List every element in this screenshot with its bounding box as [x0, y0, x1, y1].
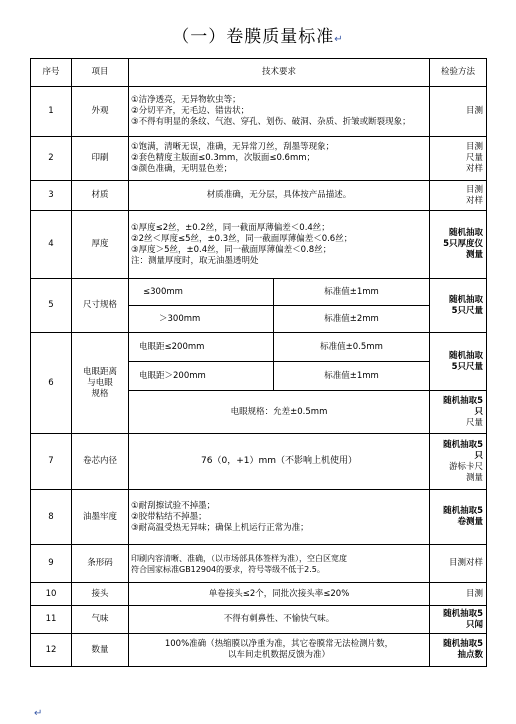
method-line: 目测 [466, 142, 484, 152]
row-requirements: 单卷接头≤2个，同批次接头率≤20% [129, 583, 430, 606]
method-line: 随机抽取5 [443, 608, 484, 619]
table-row [31, 490, 487, 545]
size-condition: ＞300mm [129, 306, 274, 333]
req-line: ②分切平齐，无毛边、错齿状； [131, 106, 250, 116]
page-title: （一）卷膜质量标准↵ [172, 27, 344, 47]
table-row [31, 137, 487, 181]
req-line: 注：测量厚度时，取无油墨透明处 [131, 255, 259, 266]
row-no: 9 [31, 545, 72, 583]
row-method [430, 634, 487, 667]
row-no: 7 [31, 434, 72, 490]
method-line: 随机抽取5 [443, 506, 484, 516]
method-line: 测量 [466, 250, 484, 260]
method-line: 游标卡尺 [449, 461, 484, 472]
size-tolerance: 标准值±2mm [274, 306, 430, 333]
table-row [31, 545, 487, 583]
req-line: ①厚度≤2丝，±0.2丝，同一截面厚薄偏差＜0.4丝； [131, 222, 330, 233]
row-requirements: 材质准确，无分层，具体按产品描述。 [129, 181, 430, 211]
req-line: 符合国家标准GB12904的要求，符号等级不低于2.5。 [131, 564, 325, 574]
header-method: 检验方法 [430, 59, 487, 87]
table-row [31, 279, 487, 306]
row-requirements [129, 634, 430, 667]
row-method [430, 490, 487, 545]
method-line: 5只厚度仪 [443, 239, 484, 249]
row-requirements: 76（0，+1）mm（不影响上机使用） [129, 434, 430, 490]
req-line: ③颜色准确，无明显色差； [131, 164, 233, 174]
method-line: 随机抽取 [449, 228, 484, 238]
size-condition: ≤300mm [129, 279, 274, 306]
eye-distance-condition: 电眼距＞200mm [129, 362, 274, 391]
row-requirements [129, 211, 430, 279]
method-line: 只 [474, 406, 484, 417]
row-item: 尺寸规格 [72, 279, 129, 333]
table-row [31, 333, 487, 362]
row-no: 5 [31, 279, 72, 333]
row-method [430, 137, 487, 181]
req-line: ②胶带粘结不掉墨； [131, 511, 207, 522]
row-item: 卷芯内径 [72, 434, 129, 490]
paragraph-mark-icon: ↵ [334, 34, 344, 45]
row-item: 材质 [72, 181, 129, 211]
row-no: 12 [31, 634, 72, 667]
req-line: ①洁净透亮，无异物软虫等； [131, 95, 241, 105]
row-requirements [129, 137, 430, 181]
method-line: 尺量 [466, 153, 484, 163]
row-method [430, 606, 487, 634]
req-line: ③厚度＞5丝，±0.4丝，同一截面厚薄偏差＜0.8丝； [131, 244, 332, 255]
req-line: ①耐刮擦试验不掉墨； [131, 500, 216, 511]
header-requirements: 技术要求 [129, 59, 430, 87]
row-method [430, 434, 487, 490]
eye-distance-tolerance: 标准值±1mm [274, 362, 430, 391]
method-line: 测量 [466, 472, 484, 483]
table-row [31, 87, 487, 137]
table-row [31, 434, 487, 490]
req-line: ①饱满，清晰无误，准确，无异常刀丝，刮墨等现象； [131, 142, 335, 152]
table-row [31, 181, 487, 211]
item-line: 与电眼 [87, 377, 113, 388]
table-row [31, 606, 487, 634]
row-requirements [129, 490, 430, 545]
req-line: 100%准确（热缩膜以净重为准，其它卷膜常无法检测片数， [164, 639, 394, 649]
method-line: 随机抽取5 [443, 639, 484, 649]
row-method: 目测对样 [430, 545, 487, 583]
row-method [430, 391, 487, 434]
quality-standard-table [30, 58, 487, 667]
row-method [430, 181, 487, 211]
eye-distance-tolerance: 标准值±0.5mm [274, 333, 430, 362]
row-method [430, 279, 487, 333]
row-no: 4 [31, 211, 72, 279]
row-method [430, 333, 487, 391]
eye-spec: 电眼规格：允差±0.5mm [129, 391, 430, 434]
method-line: 随机抽取 [449, 294, 484, 305]
row-no: 1 [31, 87, 72, 137]
row-item: 印刷 [72, 137, 129, 181]
row-item: 气味 [72, 606, 129, 634]
method-line: 只 [474, 450, 484, 461]
req-line: ②套色精度主版面≤0.3mm，次版面≤0.6mm； [131, 153, 316, 163]
method-line: 5只尺量 [451, 305, 484, 316]
table-header-row [31, 59, 487, 87]
row-item [72, 333, 129, 434]
table-row [31, 583, 487, 606]
row-item: 条形码 [72, 545, 129, 583]
row-no: 8 [31, 490, 72, 545]
paragraph-mark-icon: ↵ [34, 708, 43, 719]
method-line: 随机抽取5 [443, 439, 484, 450]
req-line: 印刷内容清晰、准确，（以市场部具体签样为准），空白区宽度 [131, 553, 347, 563]
row-item: 数量 [72, 634, 129, 667]
header-no: 序号 [31, 59, 72, 87]
row-method: 目测 [430, 87, 487, 137]
method-line: 抽点数 [457, 650, 484, 660]
req-line: ③耐高温受热无异味；确保上机运行正常为准； [131, 522, 309, 533]
row-requirements: 不得有刺鼻性、不愉快气味。 [129, 606, 430, 634]
table-row [31, 634, 487, 667]
method-line: 尺量 [466, 417, 484, 428]
row-no: 11 [31, 606, 72, 634]
row-method: 目测 [430, 583, 487, 606]
item-line: 电眼距离 [82, 366, 117, 377]
method-line: 目测 [466, 184, 484, 195]
row-no: 6 [31, 333, 72, 434]
row-item: 厚度 [72, 211, 129, 279]
method-line: 对样 [466, 164, 484, 174]
method-line: 5只尺量 [451, 361, 484, 372]
row-item: 外观 [72, 87, 129, 137]
method-line: 随机抽取5 [443, 395, 484, 406]
row-item: 接头 [72, 583, 129, 606]
item-line: 规格 [91, 388, 109, 399]
row-requirements [129, 545, 430, 583]
req-line: ②2丝＜厚度≤5丝，±0.3丝，同一截面厚薄偏差＜0.6丝； [131, 233, 353, 244]
method-line: 卷测量 [457, 517, 484, 527]
method-line: 随机抽取 [449, 350, 484, 361]
row-requirements [129, 87, 430, 137]
eye-distance-condition: 电眼距≤200mm [129, 333, 274, 362]
header-item: 项目 [72, 59, 129, 87]
size-tolerance: 标准值±1mm [274, 279, 430, 306]
method-line: 只闻 [466, 619, 484, 630]
row-item: 油墨牢度 [72, 490, 129, 545]
req-line: 以车间走机数据反馈为准） [228, 650, 331, 660]
row-no: 3 [31, 181, 72, 211]
row-no: 10 [31, 583, 72, 606]
row-no: 2 [31, 137, 72, 181]
method-line: 对样 [466, 195, 484, 206]
row-method [430, 211, 487, 279]
req-line: ③不得有明显的条纹、气泡、穿孔、划伤、破洞、杂质、折皱或断裂现象； [131, 117, 411, 127]
table-row [31, 211, 487, 279]
